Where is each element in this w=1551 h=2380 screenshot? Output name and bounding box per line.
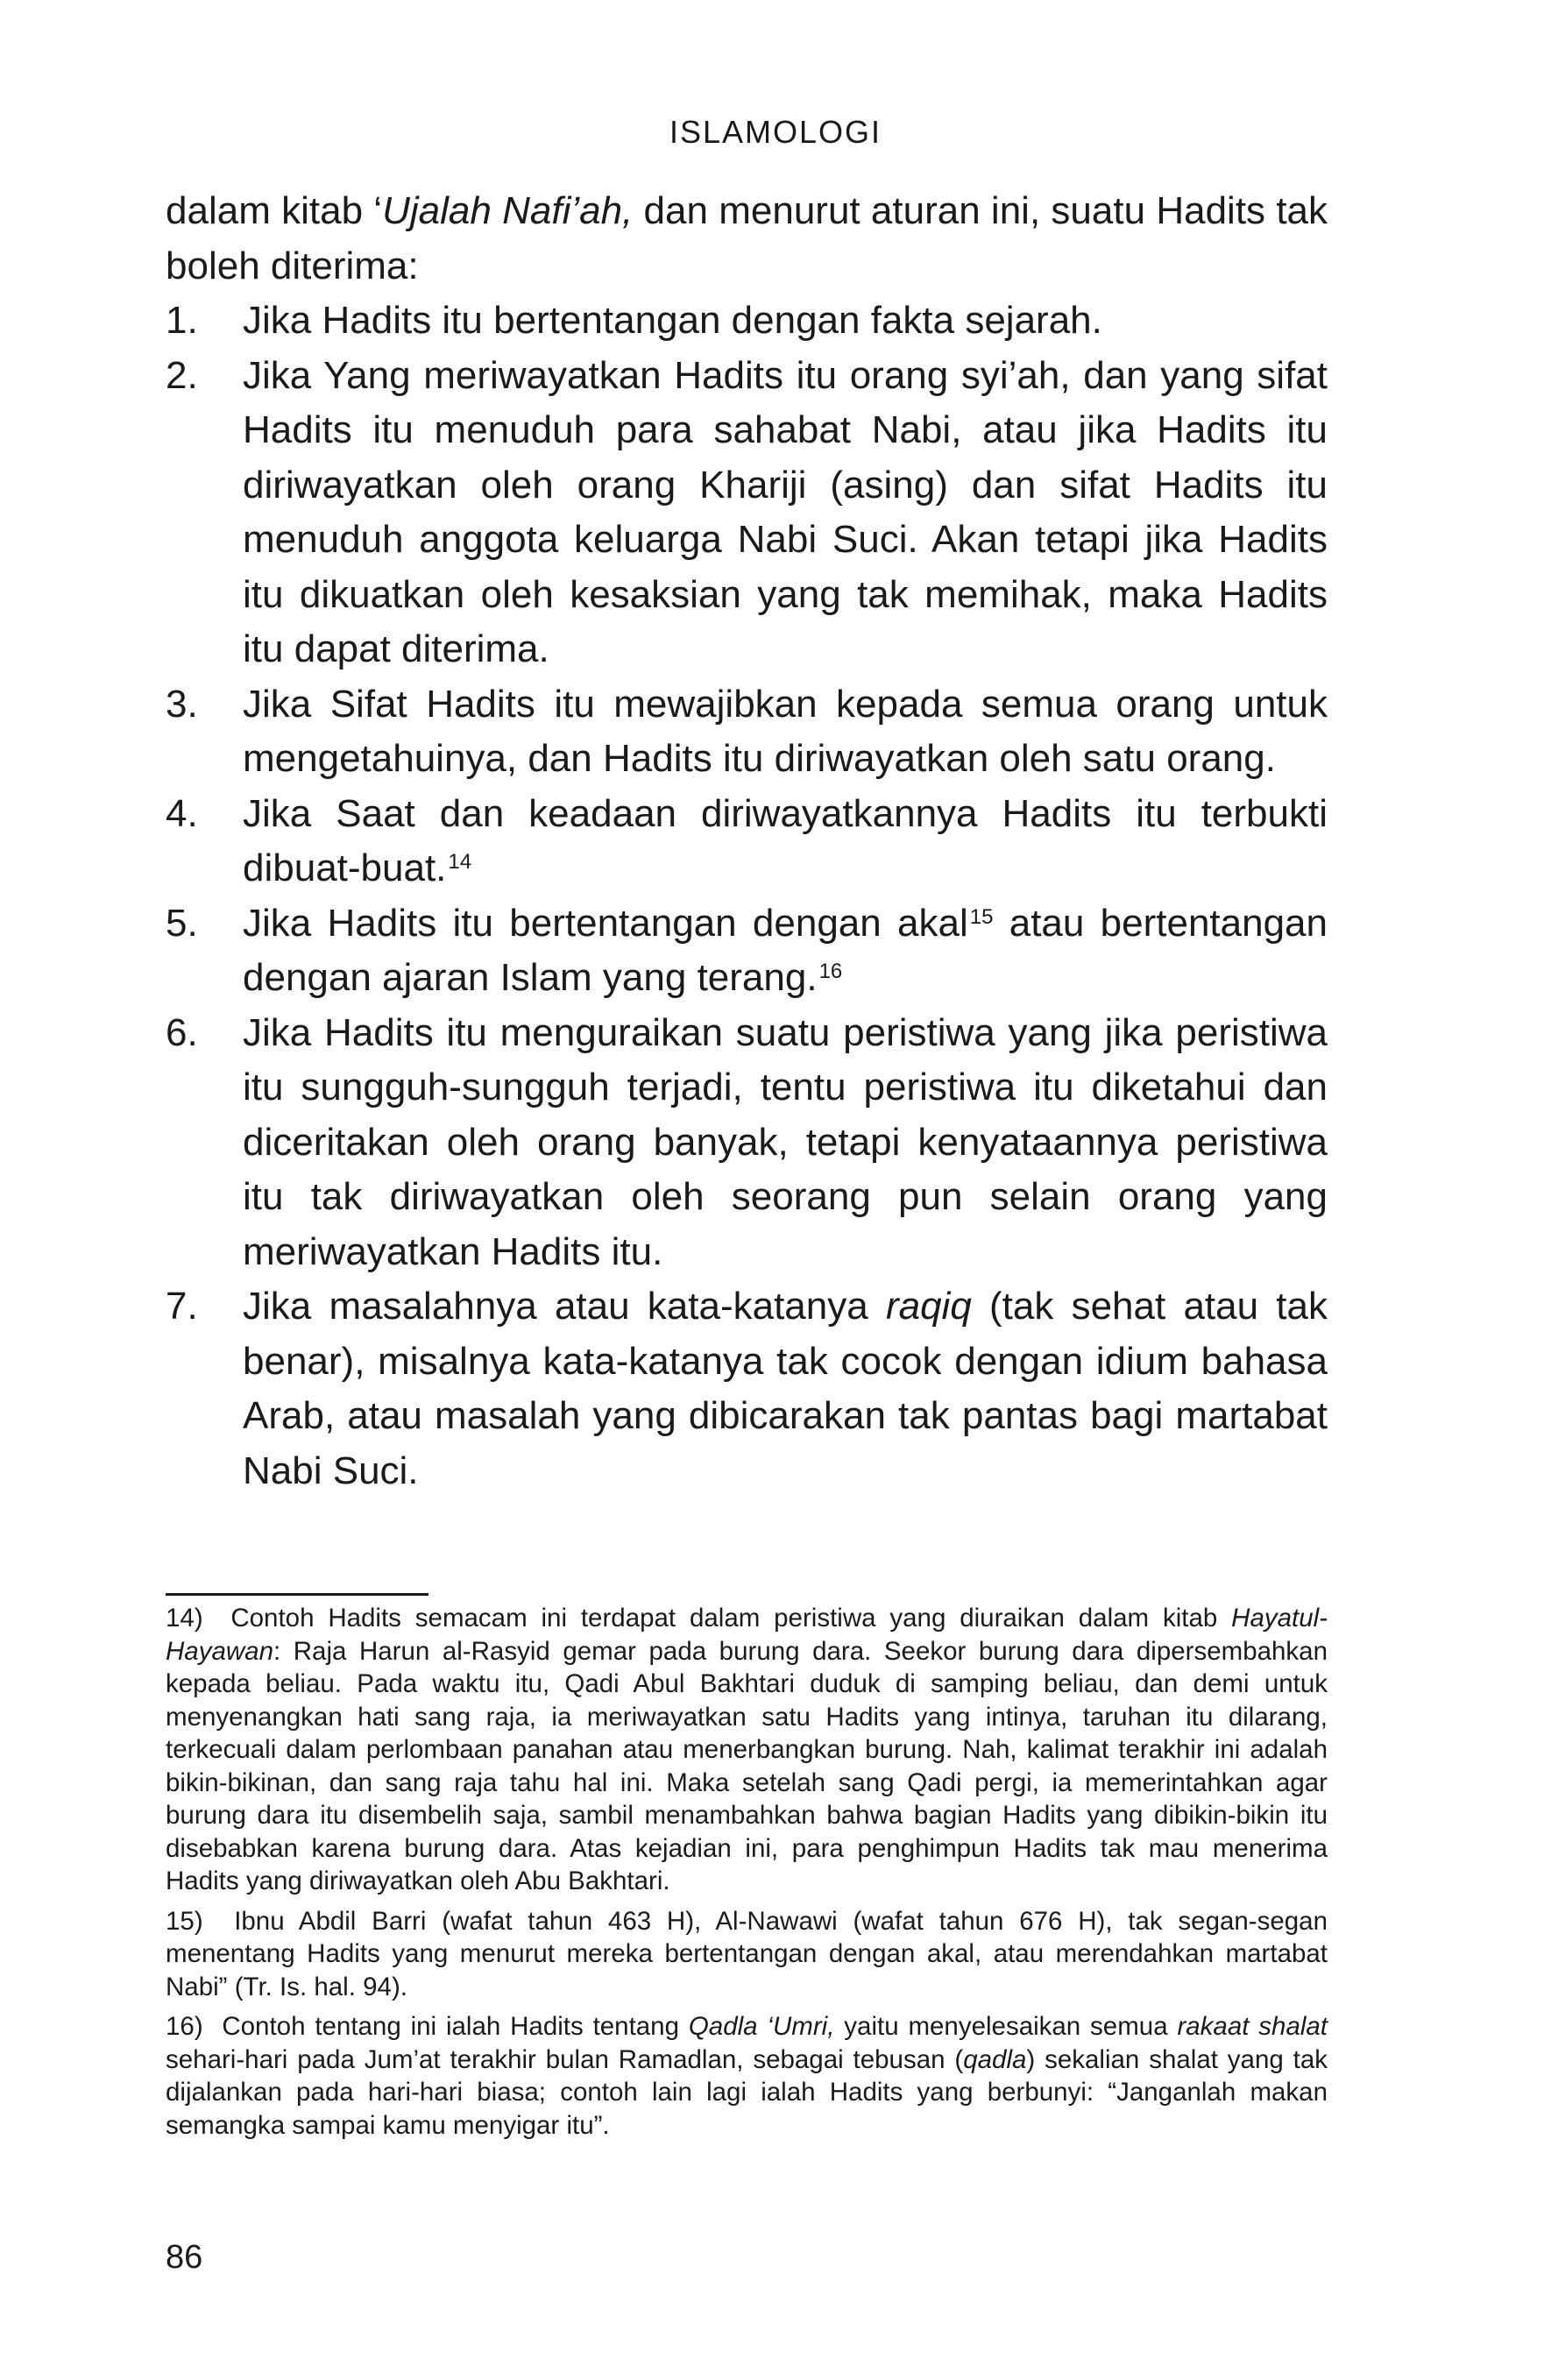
footnote-text: Ibnu Abdil Barri (wafat tahun 463 H), Al-Nawawi (wafat tahun 676 H), tak segan-segan menentang Hadits yang menurut mereka bertentangan dengan akal, atau merendahkan martabat Nabi” (Tr. Is. hal. 94). [166,1906,1328,2001]
footnote-text-cont: : Raja Harun al-Rasyid gemar pada burung dara. Seekor burung dara dipersembahkan kepada beliau. Pada waktu itu, Qadi Abul Bakhtari duduk di samping beliau, dan demi untuk menyenangkan hati sang raja, ia meriwayatkan satu Hadits yang intinya, taruhan itu dilarang, terkecuali dalam perlombaan panahan atau menerbangkan burung. Nah, kalimat terakhir ini adalah bikin-bikinan, dan sang raja tahu hal ini. Maka setelah sang Qadi pergi, ia memerintahkan agar burung dara itu disembelih saja, sambil menambahkan bahwa bagian Hadits yang dibikin-bikin itu disebabkan karena burung dara. Atas kejadian ini, para penghimpun Hadits tak mau menerima Hadits yang diriwayatkan oleh Abu Bakhtari. [166,1636,1328,1895]
list-item [166,787,1328,896]
footnote-number: 15) [166,1906,203,1936]
italic-term: raqiq [885,1285,972,1328]
footnote-ref[interactable]: 16 [818,960,843,983]
list-item [166,896,1328,1006]
footnote-italic: rakaat shalat [1177,2012,1328,2041]
list-number: 5. [166,901,198,945]
list-text: Jika Hadits itu bertentangan dengan fakta sejarah. [243,299,1102,342]
footnote-16 [166,2010,1328,2142]
list-item [166,677,1328,787]
footnote-text-cont: sehari-hari pada Jum’at terakhir bulan Ramadlan, sebagai tebusan ( [166,2044,964,2074]
footnotes-section [166,1602,1328,2149]
page-number: 86 [166,2239,203,2276]
book-title-italic: Ujalah Nafi’ah, [382,189,634,232]
list-item [166,349,1328,677]
list-number: 3. [166,682,198,726]
footnote-text-cont: yaitu menyelesaikan semua [834,2012,1178,2041]
list-item [166,1279,1328,1498]
list-item [166,1006,1328,1280]
footnote-text-cont: ) sekalian shalat yang tak dijalankan pada hari-hari biasa; contoh lain lagi ialah Hadits yang berbunyi: “Janganlah makan semangka sampai kamu menyigar itu”. [166,2044,1328,2140]
footnote-italic: Hayatul-Hayawan [166,1604,1328,1666]
list-text-cont: (tak sehat atau tak benar), misalnya kata-katanya tak cocok dengan idium bahasa Arab, atau masalah yang dibicarakan tak pantas bagi martabat Nabi Suci. [243,1285,1328,1492]
intro-paragraph [166,184,1328,294]
list-text: Jika Sifat Hadits itu mewajibkan kepada semua orang untuk mengetahuinya, dan Hadits itu diriwayatkan oleh satu orang. [243,682,1328,780]
list-text: Jika masalahnya atau kata-katanya [243,1285,886,1328]
list-text: Jika Hadits itu menguraikan suatu peristiwa yang jika peristiwa itu sungguh-sungguh terjadi, tentu peristiwa itu diketahui dan diceritakan oleh orang banyak, tetapi kenyataannya peristiwa itu tak diriwayatkan oleh seorang pun selain orang yang meriwayatkan Hadits itu. [243,1010,1328,1273]
list-number: 4. [166,791,198,835]
list-number: 1. [166,299,198,342]
main-text [166,184,1328,1498]
footnote-text: Contoh Hadits semacam ini terdapat dalam peristiwa yang diuraikan dalam kitab [230,1604,1232,1633]
list-number: 2. [166,353,198,397]
footnote-ref[interactable]: 15 [969,904,994,929]
footnote-ref[interactable]: 14 [448,850,472,874]
list-text: Jika Saat dan keadaan diriwayatkannya Hadits itu terbukti dibuat-buat. [243,791,1328,889]
list-number: 6. [166,1010,198,1054]
footnote-number: 16) [166,2012,203,2041]
footnote-14 [166,1602,1328,1898]
list-text: Jika Hadits itu bertentangan dengan akal [243,901,968,945]
intro-text: dalam kitab ‘ [166,189,383,232]
footnote-text: Contoh tentang ini ialah Hadits tentang [222,2012,689,2041]
footnote-divider [166,1593,428,1596]
running-title: ISLAMOLOGI [669,114,882,150]
list-text-cont: atau bertentangan dengan ajaran Islam yang terang. [243,901,1328,999]
list-item [166,294,1328,349]
list-text: Jika Yang meriwayatkan Hadits itu orang syi’ah, dan yang sifat Hadits itu menuduh para sahabat Nabi, atau jika Hadits itu diriwayatkan oleh orang Khariji (asing) dan sifat Hadits itu menuduh anggota keluarga Nabi Suci. Akan tetapi jika Hadits itu dikuatkan oleh kesaksian yang tak memihak, maka Hadits itu dapat diterima. [243,353,1328,670]
list-number: 7. [166,1285,198,1328]
footnote-15 [166,1905,1328,2004]
footnote-italic: Qadla ‘Umri, [688,2012,835,2041]
criteria-list [166,294,1328,1498]
footnote-number: 14) [166,1604,203,1633]
footnote-italic: qadla [963,2044,1027,2074]
intro-text-cont: dan menurut aturan ini, suatu Hadits tak boleh diterima: [166,189,1328,287]
